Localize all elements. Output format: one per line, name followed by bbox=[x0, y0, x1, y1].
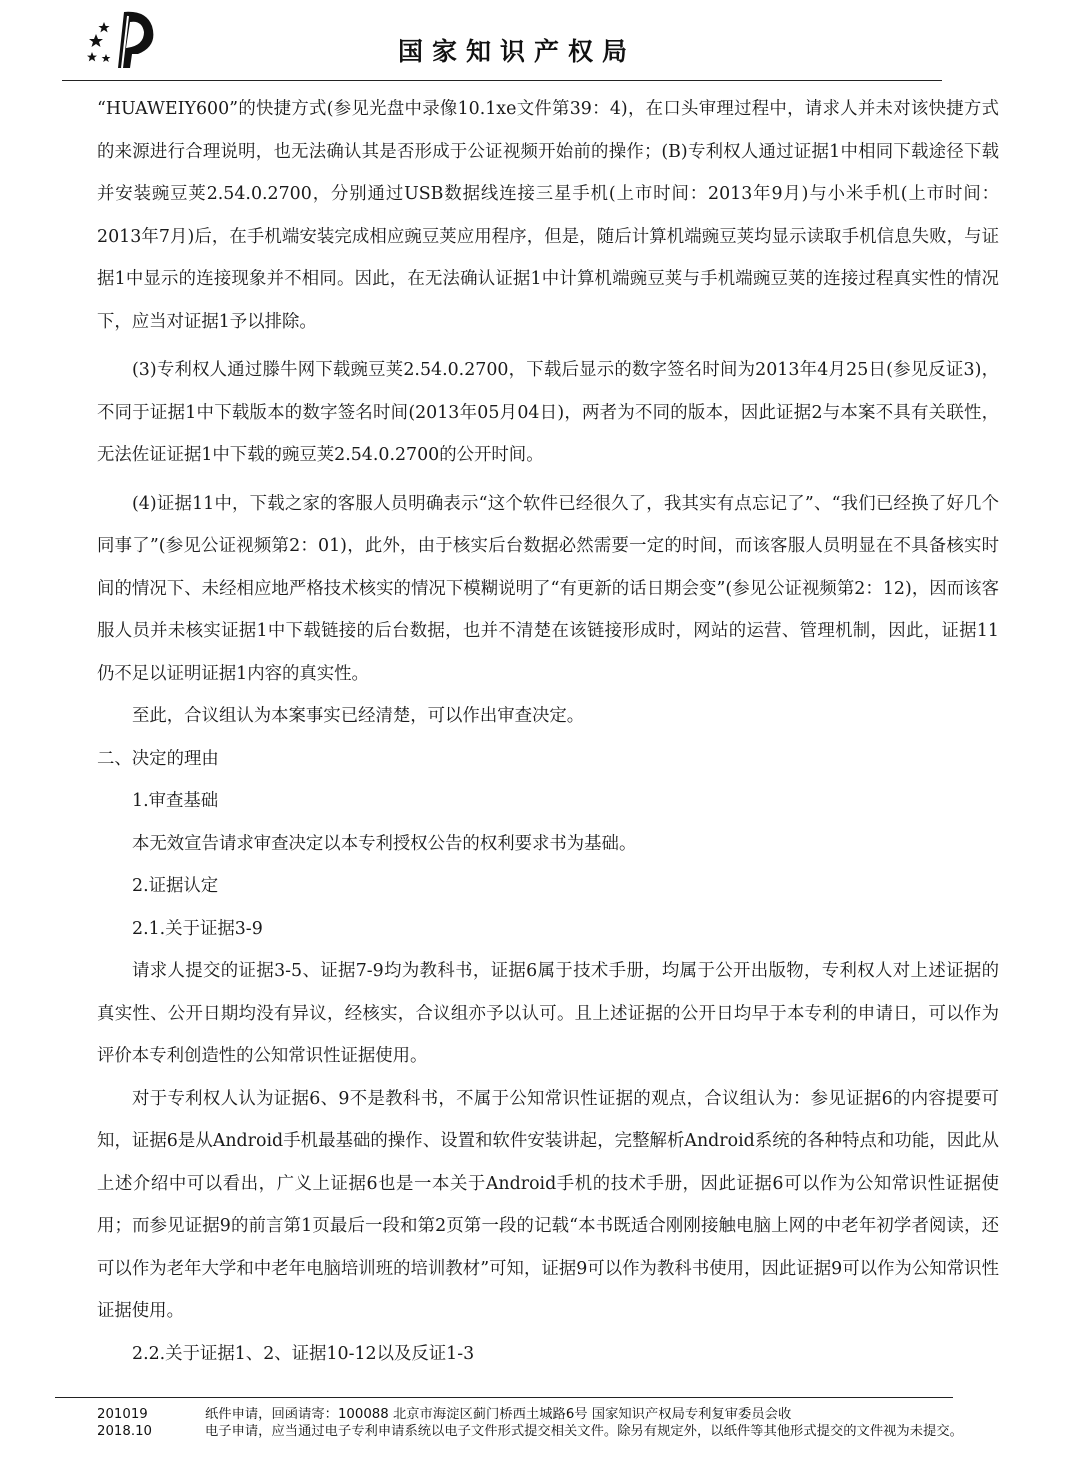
footer-row-electronic bbox=[97, 1423, 1007, 1440]
document-body bbox=[97, 88, 999, 1375]
subheading-evidence-1-2: 2.2.关于证据1、2、证据10-12以及反证1-3 bbox=[132, 1343, 475, 1364]
subheading-evidence: 2.证据认定 bbox=[132, 876, 219, 896]
footer-row-paper bbox=[97, 1406, 1007, 1423]
cnipa-logo-icon bbox=[82, 8, 162, 76]
paragraph-basis: 本无效宣告请求审查决定以本专利授权公告的权利要求书为基础。 bbox=[132, 833, 637, 854]
subheading-evidence-3-9: 2.1.关于证据3-9 bbox=[132, 918, 263, 939]
form-code: 201019 bbox=[97, 1407, 148, 1422]
paper-submission-note: 纸件申请，回函请寄：100088 北京市海淀区蓟门桥西土城路6号 国家知识产权局专利复审委员会收 bbox=[205, 1407, 792, 1422]
footer-divider bbox=[55, 1397, 953, 1398]
electronic-submission-note: 电子申请，应当通过电子专利申请系统以电子文件形式提交相关文件。除另有规定外，以纸件等其他形式提交的文件视为未提交。 bbox=[205, 1424, 963, 1439]
office-title: 国家知识产权局 bbox=[398, 37, 637, 66]
paragraph-evidence-6-9: 对于专利权人认为证据6、9不是教科书，不属于公知常识性证据的观点，合议组认为：参见证据6的内容提要可知，证据6是从Android手机最基础的操作、设置和软件安装讲起，完整解析Android系统的各种特点和功能，因此从上述介绍中可以看出，广义上证据6也是一本关于Android手机的技术手册，因此证据6可以作为公知常识性证据使用；而参见证据9的前言第1页最后一段和第2页第一段的记载“本书既适合刚刚接触电脑上网的中老年初学者阅读，还可以作为老年大学和中老年电脑培训班的培训教材”可知，证据9可以作为教科书使用，因此证据9可以作为公知常识性证据使用。 bbox=[97, 1088, 999, 1321]
page-footer bbox=[97, 1406, 1007, 1440]
paragraph-continuation: “HUAWEIY600”的快捷方式(参见光盘中录像10.1xe文件第39：4)，在口头审理过程中，请求人并未对该快捷方式的来源进行合理说明，也无法确认其是否形成于公证视频开始前的操作；(B)专利权人通过证据1中相同下载途径下载并安装豌豆荚2.54.0.2700，分别通过USB数据线连接三星手机(上市时间：2013年9月)与小米手机(上市时间：2013年7月)后，在手机端安装完成相应豌豆荚应用程序，但是，随后计算机端豌豆荚均显示读取手机信息失败，与证据1中显示的连接现象并不相同。因此，在无法确认证据1中计算机端豌豆荚与手机端豌豆荚的连接过程真实性的情况下，应当对证据1予以排除。 bbox=[97, 99, 999, 332]
header-divider bbox=[62, 80, 942, 81]
paragraph-conclusion: 至此，合议组认为本案事实已经清楚，可以作出审查决定。 bbox=[132, 706, 585, 726]
section-heading-reasons: 二、决定的理由 bbox=[97, 748, 219, 769]
paragraph-4: (4)证据11中，下载之家的客服人员明确表示“这个软件已经很久了，我其实有点忘记了”、“我们已经换了好几个同事了”(参见公证视频第2：01)，此外，由于核实后台数据必然需要一定的时间，而该客服人员明显在不具备核实时间的情况下、未经相应地严格技术核实的情况下模糊说明了“有更新的话日期会变”(参见公证视频第2：12)，因而该客服人员并未核实证据1中下载链接的后台数据，也并不清楚在该链接形成时，网站的运营、管理机制，因此，证据11仍不足以证明证据1内容的真实性。 bbox=[97, 493, 999, 684]
paragraph-3: (3)专利权人通过滕牛网下载豌豆荚2.54.0.2700，下载后显示的数字签名时间为2013年4月25日(参见反证3)，不同于证据1中下载版本的数字签名时间(2013年05月04日)，两者为不同的版本，因此证据2与本案不具有关联性，无法佐证证据1中下载的豌豆荚2.54.0.2700的公开时间。 bbox=[97, 360, 999, 465]
page-header bbox=[0, 0, 1080, 90]
subheading-examination-basis: 1.审查基础 bbox=[132, 791, 219, 811]
paragraph-evidence-3-9: 请求人提交的证据3-5、证据7-9均为教科书，证据6属于技术手册，均属于公开出版物，专利权人对上述证据的真实性、公开日期均没有异议，经核实，合议组亦予以认可。且上述证据的公开日均早于本专利的申请日，可以作为评价本专利创造性的公知常识性证据使用。 bbox=[97, 961, 999, 1066]
form-version: 2018.10 bbox=[97, 1424, 152, 1439]
